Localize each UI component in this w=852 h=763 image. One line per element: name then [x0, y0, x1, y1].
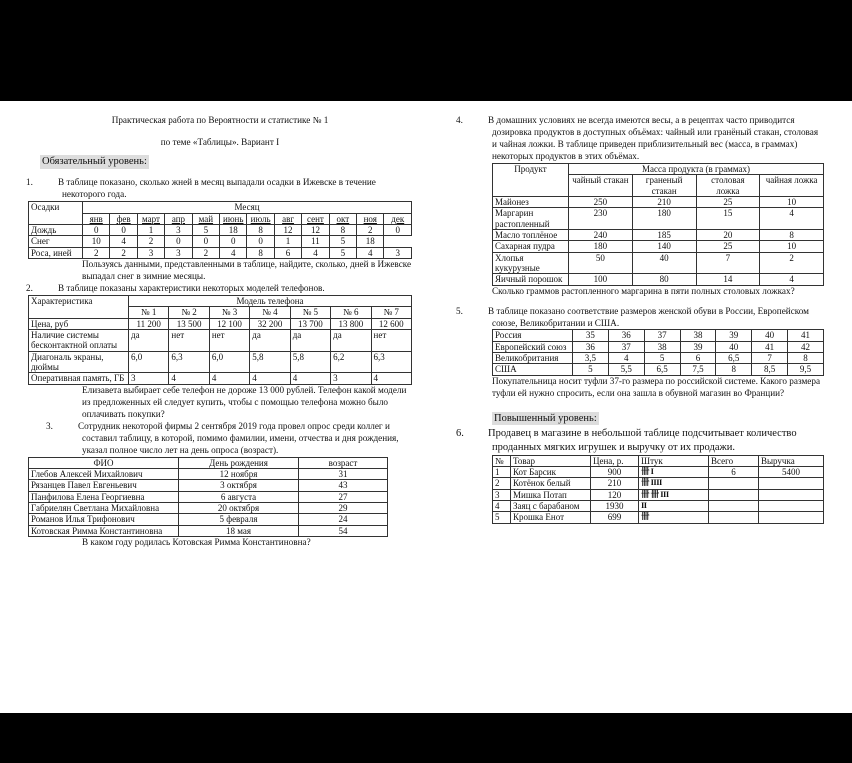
table-row: [493, 330, 824, 341]
table-cell: 54: [299, 525, 388, 536]
column-header: чайная ложка: [760, 175, 824, 197]
table-cell: 6,3: [371, 351, 411, 373]
table-cell: 15: [696, 208, 760, 230]
question-prompt: Елизавета выбирает себе телефон не дороже 13 000 рублей. Телефон какой модели из предложенных ей следует купить, чтобы с помощью телефона можно было оплачивать покупки?: [82, 384, 407, 419]
table-cell: 3: [384, 247, 412, 258]
table-cell: 2: [192, 247, 219, 258]
table-cell: 36: [573, 341, 609, 352]
table-cell: 180: [632, 208, 696, 230]
column-header: Выручка: [759, 455, 824, 466]
question-text: В домашних условиях не всегда имеются весы, а в рецептах часто приводится дозировка продуктов в доступных объёмах: чайный или гранёный стакан, столовая и чайная ложки. В таблице приведен приблизительный вес (масса, в граммах) некоторых продуктов в этих объёмах.: [488, 115, 819, 161]
table-cell: 1930: [591, 501, 639, 512]
table-row: [493, 489, 824, 500]
table-cell: Котёнок белый: [511, 478, 591, 489]
table-cell: 4: [250, 373, 290, 384]
table-cell: 5: [329, 236, 356, 247]
question-number: 1.: [26, 176, 33, 187]
table-row: [493, 229, 824, 240]
table-cell: 36: [608, 330, 644, 341]
table-cell: 230: [569, 208, 633, 230]
table-cell: [759, 512, 824, 523]
table-cell: 4: [493, 501, 511, 512]
column-header: № 6: [331, 307, 371, 318]
question-text: В таблице показано соответствие размеров женской обуви в России, Европейском союзе, Великобритании и США.: [488, 305, 809, 328]
column-header: № 4: [250, 307, 290, 318]
table-cell: [709, 501, 759, 512]
table-cell: 27: [299, 491, 388, 502]
table-cell: 24: [299, 514, 388, 525]
column-header: № 7: [371, 307, 411, 318]
table-cell: 2: [760, 252, 824, 274]
toy-sales-table: [492, 455, 824, 524]
column-header: янв: [83, 213, 110, 224]
table-cell: 5,8: [250, 351, 290, 373]
table-cell: [709, 512, 759, 523]
table-cell: 4: [357, 247, 384, 258]
column-header: июнь: [220, 213, 247, 224]
column-header: № 3: [209, 307, 249, 318]
column-header: фев: [110, 213, 137, 224]
table-cell: 6: [709, 467, 759, 478]
table-cell: [759, 501, 824, 512]
column-header: авг: [274, 213, 301, 224]
table-cell: 8: [788, 353, 824, 364]
column-header: окт: [329, 213, 356, 224]
table-cell: 0: [110, 225, 137, 236]
table-cell: 12: [302, 225, 329, 236]
table-cell: Заяц с барабаном: [511, 501, 591, 512]
column-header: Товар: [511, 455, 591, 466]
product-mass-table: [492, 163, 824, 286]
table-corner: Продукт: [493, 163, 569, 196]
row-label: Великобритания: [493, 353, 573, 364]
table-row: [493, 196, 824, 207]
row-label: Диагональ экраны, дюймы: [29, 351, 129, 373]
table-group-header: Модель телефона: [129, 296, 412, 307]
right-column: [456, 115, 824, 524]
table-cell: 14: [696, 274, 760, 285]
table-cell: 1: [493, 467, 511, 478]
table-cell: 4: [290, 373, 330, 384]
table-cell: 40: [716, 341, 752, 352]
table-row: [493, 208, 824, 230]
table-row: [29, 330, 412, 352]
tally-marks: 卌 IIII: [639, 478, 709, 489]
table-cell: 6,5: [644, 364, 680, 375]
table-cell: 4: [169, 373, 209, 384]
table-cell: 1: [274, 236, 301, 247]
question-6: [456, 427, 824, 523]
page-subtitle: по теме «Таблицы». Вариант I: [160, 136, 280, 147]
row-label: Роса, иней: [29, 247, 83, 258]
table-cell: 10: [83, 236, 110, 247]
row-label: Снег: [29, 236, 83, 247]
column-header: дек: [384, 213, 412, 224]
table-cell: 5: [329, 247, 356, 258]
column-header: № 2: [169, 307, 209, 318]
tally-marks: 卌 I: [639, 467, 709, 478]
table-cell: 4: [110, 236, 137, 247]
column-header: № 1: [129, 307, 169, 318]
table-cell: 32 200: [250, 318, 290, 329]
table-cell: 2: [493, 478, 511, 489]
left-column: [28, 115, 412, 549]
table-cell: 8: [716, 364, 752, 375]
table-cell: 185: [632, 229, 696, 240]
table-cell: 0: [220, 236, 247, 247]
column-header: сент: [302, 213, 329, 224]
table-cell: Глебов Алексей Михайлович: [29, 468, 179, 479]
row-label: Оперативная память, ГБ: [29, 373, 129, 384]
table-cell: 12: [274, 225, 301, 236]
question-4: [456, 115, 824, 298]
table-cell: 43: [299, 480, 388, 491]
row-label: Наличие системы бесконтактной оплаты: [29, 330, 129, 352]
table-cell: 41: [752, 341, 788, 352]
table-cell: 0: [165, 236, 192, 247]
table-cell: да: [129, 330, 169, 352]
question-number: 4.: [456, 115, 463, 125]
row-label: Сахарная пудра: [493, 241, 569, 252]
table-row: [29, 491, 388, 502]
table-cell: Габриелян Светлана Михайловна: [29, 502, 179, 513]
table-cell: 13 800: [331, 318, 371, 329]
column-header: апр: [165, 213, 192, 224]
question-number: 2.: [26, 283, 33, 294]
table-cell: 12 100: [209, 318, 249, 329]
table-cell: 10: [760, 241, 824, 252]
table-cell: 0: [384, 225, 412, 236]
table-row: [29, 468, 388, 479]
table-cell: 699: [591, 512, 639, 523]
table-cell: 8,5: [752, 364, 788, 375]
table-row: [493, 501, 824, 512]
table-cell: 0: [192, 236, 219, 247]
table-cell: 7,5: [680, 364, 716, 375]
question-1: [28, 177, 412, 284]
table-cell: 8: [329, 225, 356, 236]
column-header: ноя: [357, 213, 384, 224]
table-cell: 5,8: [290, 351, 330, 373]
question-5: [456, 305, 824, 400]
table-cell: 6: [680, 353, 716, 364]
table-cell: 140: [632, 241, 696, 252]
document-page: [0, 101, 852, 713]
table-cell: 20: [696, 229, 760, 240]
table-cell: 6: [274, 247, 301, 258]
row-label: США: [493, 364, 573, 375]
question-text: Сотрудник некоторой фирмы 2 сентября 2019 года провел опрос среди коллег и составил таблицу, в которой, помимо фамилии, имени, отчества и дня рождения, указал полное число лет на день опроса (возраст).: [78, 420, 399, 455]
row-label: Маргарин растопленный: [493, 208, 569, 230]
table-cell: Рязанцев Павел Евгеньевич: [29, 480, 179, 491]
table-cell: 50: [569, 252, 633, 274]
table-cell: 1: [137, 225, 164, 236]
table-cell: 25: [696, 196, 760, 207]
table-cell: [709, 489, 759, 500]
row-label: Дождь: [29, 225, 83, 236]
table-row: [29, 318, 412, 329]
table-cell: 8: [247, 225, 274, 236]
table-cell: 8: [760, 229, 824, 240]
table-cell: 38: [680, 330, 716, 341]
table-cell: Крошка Енот: [511, 512, 591, 523]
table-cell: 2: [137, 236, 164, 247]
column-header: Всего: [709, 455, 759, 466]
table-cell: 13 500: [169, 318, 209, 329]
question-2: [28, 283, 412, 421]
table-cell: 37: [644, 330, 680, 341]
table-cell: 12 ноября: [179, 468, 299, 479]
table-cell: Мишка Потап: [511, 489, 591, 500]
table-cell: нет: [209, 330, 249, 352]
table-cell: нет: [371, 330, 411, 352]
table-cell: 900: [591, 467, 639, 478]
table-row: [493, 512, 824, 523]
table-cell: 37: [608, 341, 644, 352]
survey-table: [28, 457, 388, 537]
table-cell: 40: [752, 330, 788, 341]
table-cell: 3: [165, 247, 192, 258]
column-header: День рождения: [179, 457, 299, 468]
table-row: [493, 341, 824, 352]
row-label: Майонез: [493, 196, 569, 207]
row-label: Россия: [493, 330, 573, 341]
table-cell: 2: [83, 247, 110, 258]
level-heading-required: Обязательный уровень:: [42, 155, 147, 167]
table-cell: Романов Илья Трифонович: [29, 514, 179, 525]
table-cell: 240: [569, 229, 633, 240]
table-cell: 4: [760, 274, 824, 285]
table-row: [493, 467, 824, 478]
table-cell: 35: [573, 330, 609, 341]
table-cell: 3,5: [573, 353, 609, 364]
table-cell: 6 августа: [179, 491, 299, 502]
table-cell: 5: [644, 353, 680, 364]
table-cell: [709, 478, 759, 489]
table-cell: 18: [220, 225, 247, 236]
question-number: 3.: [46, 420, 53, 431]
table-cell: 11: [302, 236, 329, 247]
row-label: Яичный порошок: [493, 274, 569, 285]
question-number: 6.: [456, 428, 464, 440]
table-cell: 13 700: [290, 318, 330, 329]
question-prompt: В каком году родилась Котовская Римма Константиновна?: [82, 536, 311, 547]
table-cell: Котовская Римма Константиновна: [29, 525, 179, 536]
table-cell: 0: [83, 225, 110, 236]
table-row: [29, 514, 388, 525]
question-number: 5.: [456, 305, 463, 316]
table-cell: 4: [220, 247, 247, 258]
table-group-header: Месяц: [83, 202, 412, 213]
table-cell: 3: [493, 489, 511, 500]
table-row: [493, 241, 824, 252]
table-cell: 120: [591, 489, 639, 500]
question-text: Продавец в магазине в небольшой таблице подсчитывает количество проданных мягких игрушек и выручку от их продажи.: [488, 428, 797, 454]
table-cell: 6,0: [209, 351, 249, 373]
table-cell: 6,0: [129, 351, 169, 373]
table-cell: 10: [760, 196, 824, 207]
column-header: март: [137, 213, 164, 224]
table-cell: 3: [331, 373, 371, 384]
column-header: май: [192, 213, 219, 224]
table-cell: 6,2: [331, 351, 371, 373]
phones-table: [28, 295, 412, 385]
table-cell: 3: [129, 373, 169, 384]
tally-marks: 卌 卌 III: [639, 489, 709, 500]
table-cell: 31: [299, 468, 388, 479]
table-cell: 39: [680, 341, 716, 352]
table-row: [493, 274, 824, 285]
row-label: Европейский союз: [493, 341, 573, 352]
table-cell: 9,5: [788, 364, 824, 375]
table-row: [493, 364, 824, 375]
table-cell: 5: [493, 512, 511, 523]
table-cell: 4: [209, 373, 249, 384]
column-header: столовая ложка: [696, 175, 760, 197]
tally-marks: 卌: [639, 512, 709, 523]
table-cell: 180: [569, 241, 633, 252]
column-header: чайный стакан: [569, 175, 633, 197]
table-cell: 2: [110, 247, 137, 258]
column-header: возраст: [299, 457, 388, 468]
table-cell: 0: [247, 236, 274, 247]
table-cell: 5400: [759, 467, 824, 478]
column-header: №: [493, 455, 511, 466]
table-corner: Характеристика: [29, 296, 129, 319]
table-cell: 42: [788, 341, 824, 352]
question-prompt: Сколько граммов растопленного маргарина в пяти полных столовых ложках?: [492, 285, 795, 296]
table-cell: 7: [696, 252, 760, 274]
table-cell: 8: [247, 247, 274, 258]
table-cell: 3: [137, 247, 164, 258]
table-cell: 210: [632, 196, 696, 207]
table-cell: 3: [165, 225, 192, 236]
question-prompt: Пользуясь данными, представленными в таблице, найдите, сколько, дней в Ижевске выпадал снег в зимние месяцы.: [82, 259, 412, 282]
question-3: [28, 421, 412, 549]
table-cell: [759, 478, 824, 489]
table-cell: 2: [357, 225, 384, 236]
table-cell: 4: [760, 208, 824, 230]
tally-marks: II: [639, 501, 709, 512]
table-cell: 80: [632, 274, 696, 285]
table-row: [29, 525, 388, 536]
table-cell: 3 октября: [179, 480, 299, 491]
table-cell: Панфилова Елена Георгиевна: [29, 491, 179, 502]
column-header: ФИО: [29, 457, 179, 468]
table-cell: [759, 489, 824, 500]
table-cell: 5: [573, 364, 609, 375]
shoe-size-table: [492, 329, 824, 375]
column-header: № 5: [290, 307, 330, 318]
level-heading-advanced: Повышенный уровень:: [494, 412, 597, 424]
table-cell: 18: [357, 236, 384, 247]
table-cell: 20 октября: [179, 502, 299, 513]
table-cell: 5 февраля: [179, 514, 299, 525]
table-cell: 6,3: [169, 351, 209, 373]
table-cell: 5: [192, 225, 219, 236]
page-title: Практическая работа по Вероятности и статистике № 1: [111, 115, 329, 125]
table-cell: да: [331, 330, 371, 352]
row-label: Цена, руб: [29, 318, 129, 329]
table-row: [493, 353, 824, 364]
table-corner: Осадки: [29, 202, 83, 225]
row-label: Масло топлёное: [493, 229, 569, 240]
table-cell: 6,5: [716, 353, 752, 364]
table-cell: да: [250, 330, 290, 352]
table-row: [29, 236, 412, 247]
column-header: Цена, р.: [591, 455, 639, 466]
column-header: июль: [247, 213, 274, 224]
table-cell: 12 600: [371, 318, 411, 329]
table-row: [29, 225, 412, 236]
table-cell: да: [290, 330, 330, 352]
table-row: [493, 252, 824, 274]
table-cell: 5,5: [608, 364, 644, 375]
question-text: В таблице показаны характеристики некоторых моделей телефонов.: [58, 283, 325, 294]
table-group-header: Масса продукта (в граммах): [569, 163, 824, 174]
table-cell: 250: [569, 196, 633, 207]
table-cell: Кот Барсик: [511, 467, 591, 478]
table-row: [29, 351, 412, 373]
table-cell: 38: [644, 341, 680, 352]
question-prompt: Покупательница носит туфли 37-го размера по российской системе. Какого размера туфли ей нужно спросить, если она зашла в обувной магазин во Франции?: [492, 375, 821, 398]
table-cell: 40: [632, 252, 696, 274]
question-text: В таблице показано, сколько жней в месяц выпадали осадки в Ижевске в течение некоторого года.: [58, 176, 376, 199]
table-cell: 11 200: [129, 318, 169, 329]
table-row: [29, 502, 388, 513]
table-cell: 4: [302, 247, 329, 258]
table-row: [29, 373, 412, 384]
column-header: Штук: [639, 455, 709, 466]
table-cell: 210: [591, 478, 639, 489]
table-cell: 7: [752, 353, 788, 364]
table-cell: 18 мая: [179, 525, 299, 536]
table-cell: 29: [299, 502, 388, 513]
table-cell: 39: [716, 330, 752, 341]
precipitation-table: [28, 201, 412, 259]
table-row: [493, 478, 824, 489]
table-cell: 41: [788, 330, 824, 341]
column-header: граненый стакан: [632, 175, 696, 197]
table-row: [29, 480, 388, 491]
table-cell: 4: [608, 353, 644, 364]
row-label: Хлопья кукурузные: [493, 252, 569, 274]
table-cell: 25: [696, 241, 760, 252]
table-row: [29, 247, 412, 258]
table-cell: 100: [569, 274, 633, 285]
table-cell: 4: [371, 373, 411, 384]
table-cell: нет: [169, 330, 209, 352]
